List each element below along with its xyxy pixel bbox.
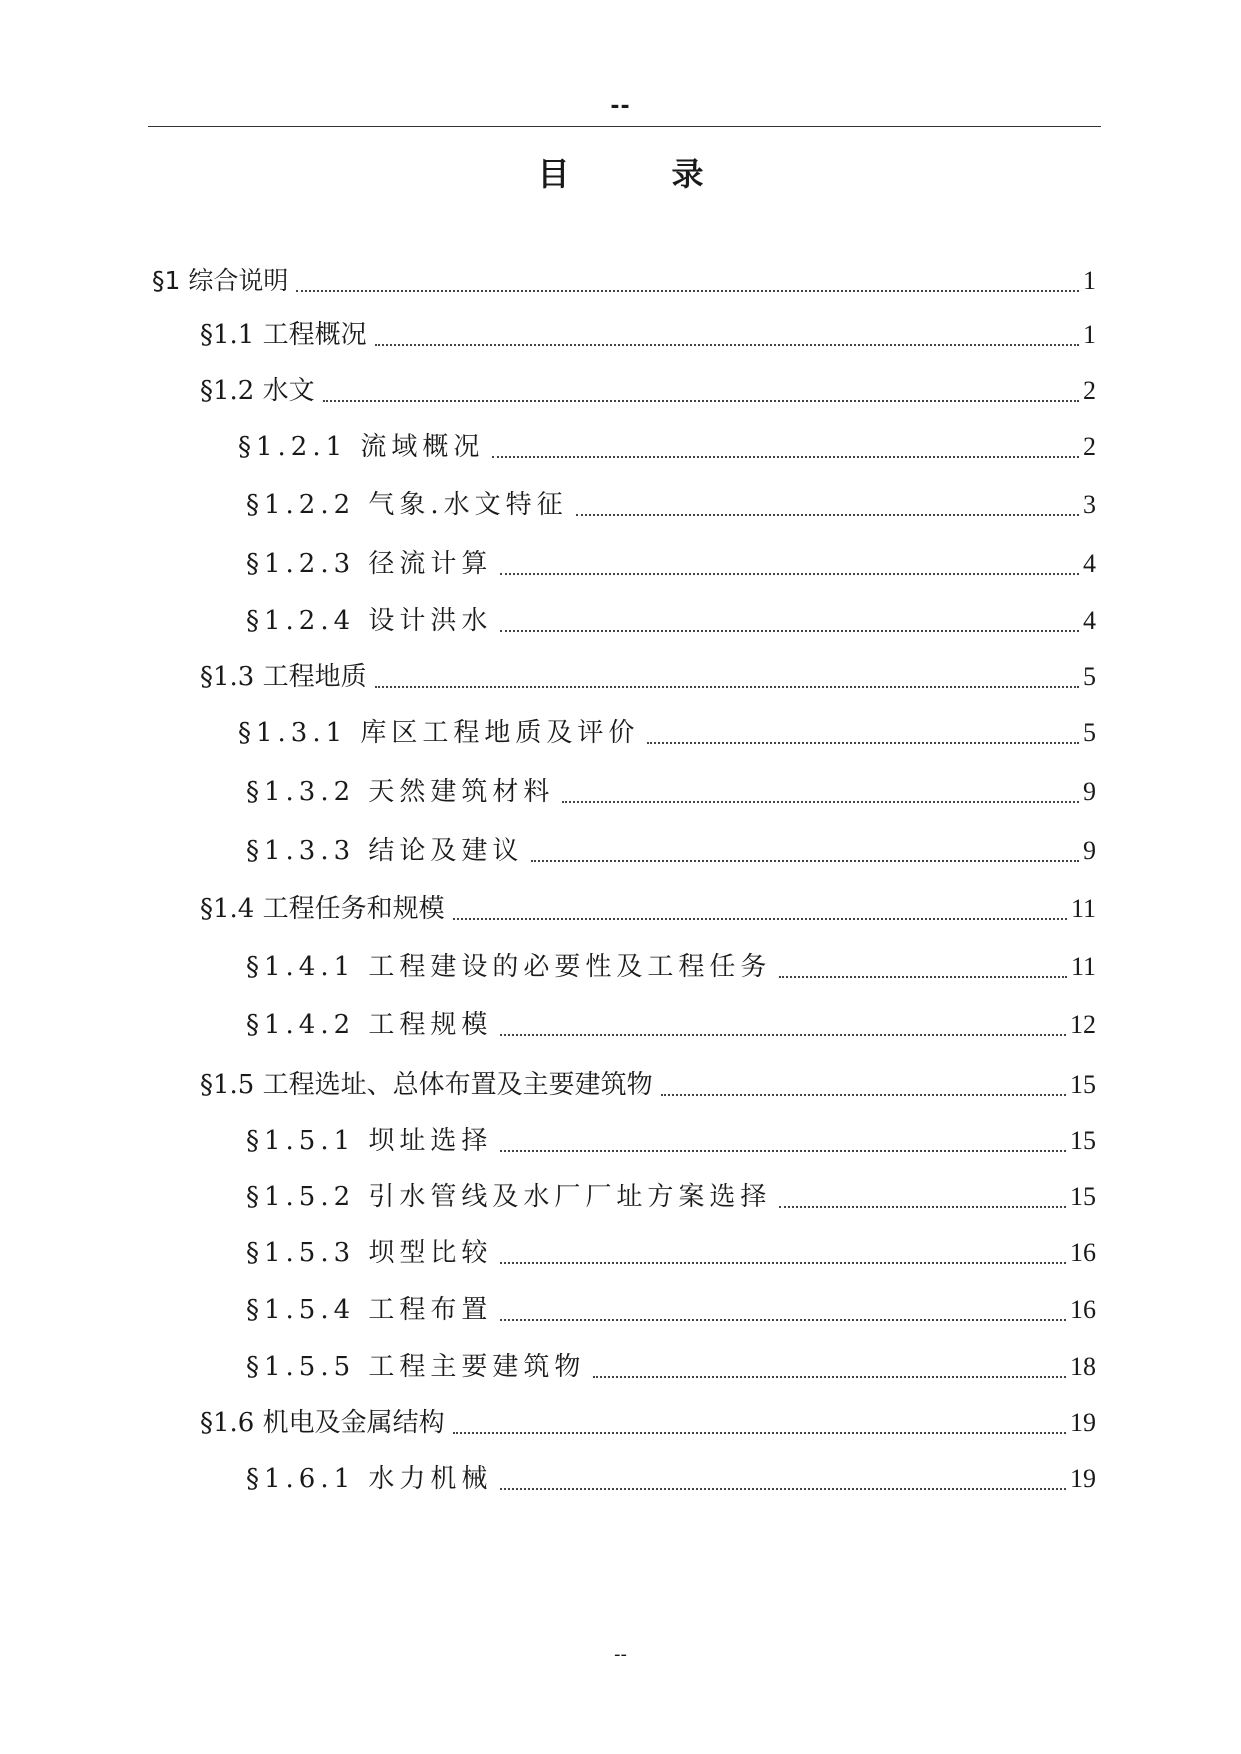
- toc-leader-dots: [562, 801, 1079, 803]
- toc-entry-page: 4: [1083, 549, 1096, 578]
- toc-entry[interactable]: [246, 1289, 1096, 1327]
- toc-entry-label: §1.5.4 工程布置: [246, 1295, 493, 1325]
- toc-entry[interactable]: [246, 484, 1096, 522]
- toc-entry[interactable]: [238, 712, 1096, 750]
- toc-entry[interactable]: [246, 1232, 1096, 1270]
- toc-entry-page: 2: [1083, 432, 1096, 461]
- toc-leader-dots: [500, 573, 1079, 575]
- toc-title: [0, 150, 1241, 198]
- toc-entry-page: 9: [1083, 777, 1096, 806]
- toc-leader-dots: [661, 1094, 1066, 1096]
- toc-entry-label: §1.2.4 设计洪水: [246, 606, 493, 636]
- toc-leader-dots: [531, 860, 1079, 862]
- toc-entry-page: 15: [1070, 1182, 1096, 1211]
- toc-entry-page: 5: [1083, 718, 1096, 747]
- toc-entry-page: 15: [1070, 1070, 1096, 1099]
- toc-entry-label: §1.2.2 气象.水文特征: [246, 490, 568, 520]
- toc-leader-dots: [375, 686, 1079, 688]
- toc-entry[interactable]: [200, 1064, 1096, 1102]
- toc-entry[interactable]: [246, 830, 1096, 868]
- toc-entry-label: §1.4.2 工程规模: [246, 1010, 493, 1040]
- toc-leader-dots: [576, 514, 1079, 516]
- header-divider: [148, 126, 1101, 127]
- toc-leader-dots: [492, 456, 1079, 458]
- toc-entry-page: 15: [1070, 1126, 1096, 1155]
- toc-entry[interactable]: [246, 1346, 1096, 1384]
- toc-leader-dots: [779, 1206, 1066, 1208]
- toc-entry-label: §1 综合说明: [152, 266, 289, 295]
- toc-leader-dots: [779, 976, 1067, 978]
- toc-entry-label: §1.4 工程任务和规模: [200, 894, 445, 924]
- toc-entry-label: §1.5 工程选址、总体布置及主要建筑物: [200, 1070, 653, 1100]
- toc-entry-page: 16: [1070, 1238, 1096, 1267]
- toc-entry-label: §1.5.2 引水管线及水厂厂址方案选择: [246, 1182, 772, 1212]
- toc-entry[interactable]: [200, 1402, 1096, 1440]
- toc-entry-label: §1.5.1 坝址选择: [246, 1126, 493, 1156]
- toc-entry-label: §1.3.3 结论及建议: [246, 836, 524, 866]
- toc-entry-page: 9: [1083, 836, 1096, 865]
- toc-title-char-1: 目: [537, 155, 570, 193]
- toc-entry-label: §1.3 工程地质: [200, 662, 367, 692]
- toc-leader-dots: [500, 1262, 1066, 1264]
- toc-entry-label: §1.5.5 工程主要建筑物: [246, 1352, 586, 1382]
- toc-entry[interactable]: [246, 1458, 1096, 1496]
- toc-entry[interactable]: [246, 600, 1096, 638]
- toc-entry[interactable]: [246, 1176, 1096, 1214]
- toc-entry-label: §1.4.1 工程建设的必要性及工程任务: [246, 952, 772, 982]
- toc-entry-label: §1.2.1 流域概况: [238, 432, 485, 462]
- toc-entry-label: §1.1 工程概况: [200, 320, 367, 350]
- toc-entry-label: §1.2 水文: [200, 376, 315, 406]
- toc-entry-label: §1.3.2 天然建筑材料: [246, 777, 555, 807]
- toc-entry[interactable]: [246, 1120, 1096, 1158]
- toc-leader-dots: [453, 1432, 1066, 1434]
- toc-entry[interactable]: [246, 543, 1096, 581]
- toc-leader-dots: [323, 400, 1079, 402]
- toc-leader-dots: [453, 918, 1067, 920]
- toc-entry[interactable]: [200, 370, 1096, 408]
- toc-entry-page: 19: [1070, 1464, 1096, 1493]
- toc-leader-dots: [500, 1319, 1066, 1321]
- toc-entry-page: 3: [1083, 490, 1096, 519]
- toc-leader-dots: [647, 742, 1079, 744]
- toc-leader-dots: [500, 1488, 1066, 1490]
- toc-entry[interactable]: [246, 1004, 1096, 1042]
- toc-entry-page: 1: [1083, 320, 1096, 349]
- toc-entry[interactable]: [200, 656, 1096, 694]
- toc-entry-page: 5: [1083, 662, 1096, 691]
- toc-entry-label: §1.6 机电及金属结构: [200, 1408, 445, 1438]
- toc-entry[interactable]: [200, 314, 1096, 352]
- toc-entry-page: 19: [1070, 1408, 1096, 1437]
- toc-entry[interactable]: [152, 260, 1096, 298]
- toc-entry-page: 1: [1083, 266, 1096, 295]
- toc-entry-page: 12: [1070, 1010, 1096, 1039]
- toc-entry[interactable]: [246, 771, 1096, 809]
- toc-leader-dots: [500, 1150, 1066, 1152]
- toc-title-char-2: 录: [671, 155, 704, 193]
- toc-entry-page: 11: [1070, 894, 1096, 923]
- toc-entry-page: 16: [1070, 1295, 1096, 1324]
- toc-entry-page: 18: [1070, 1352, 1096, 1381]
- toc-entry[interactable]: [200, 888, 1096, 926]
- toc-entry[interactable]: [238, 426, 1096, 464]
- toc-leader-dots: [500, 630, 1079, 632]
- toc-entry-label: §1.5.3 坝型比较: [246, 1238, 493, 1268]
- toc-leader-dots: [375, 344, 1079, 346]
- toc-leader-dots: [500, 1034, 1066, 1036]
- page-header-mark: --: [610, 94, 631, 119]
- toc-entry-label: §1.6.1 水力机械: [246, 1464, 493, 1494]
- toc-entry[interactable]: [246, 946, 1096, 984]
- toc-entry-page: 2: [1083, 376, 1096, 405]
- toc-leader-dots: [593, 1376, 1066, 1378]
- toc-entry-label: §1.2.3 径流计算: [246, 549, 493, 579]
- toc-entry-page: 11: [1070, 952, 1096, 981]
- toc-leader-dots: [296, 290, 1079, 292]
- toc-entry-label: §1.3.1 库区工程地质及评价: [238, 718, 640, 748]
- page-footer-mark: --: [614, 1644, 627, 1665]
- toc-entry-page: 4: [1083, 606, 1096, 635]
